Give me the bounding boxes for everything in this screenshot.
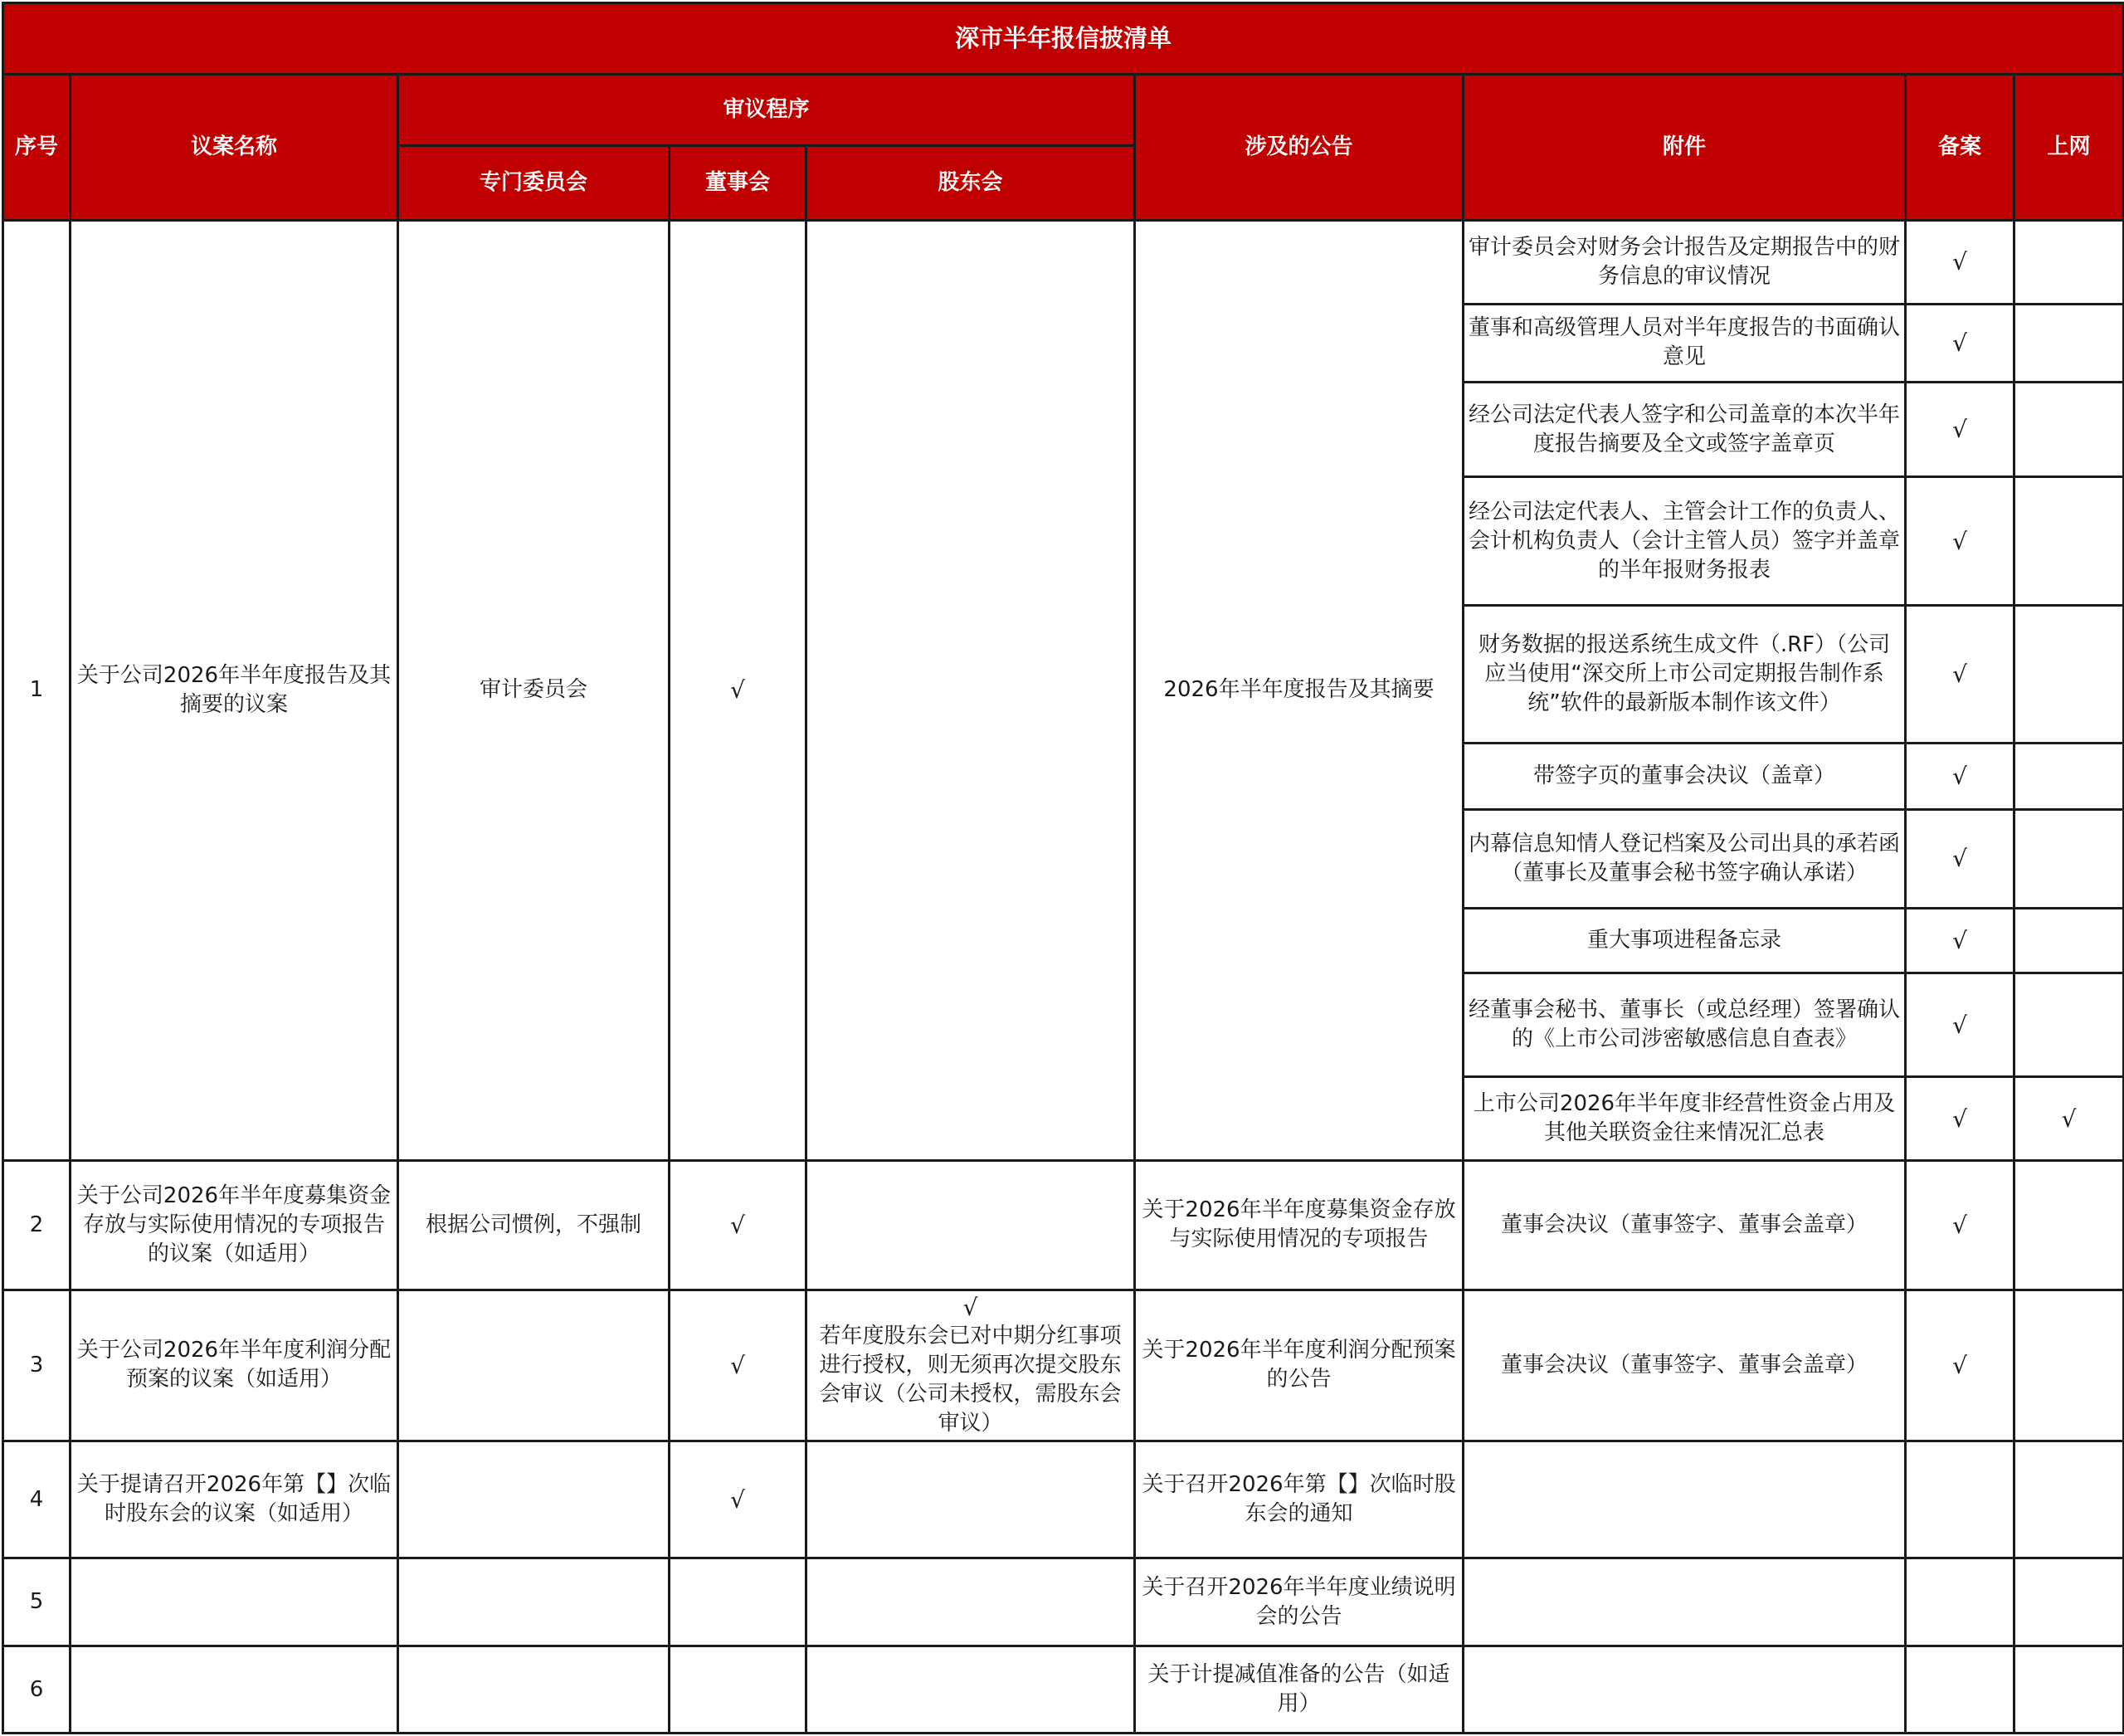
attachment-cell: 董事和高级管理人员对半年度报告的书面确认意见 <box>1464 304 1906 382</box>
filing-check: √ <box>1906 221 2014 304</box>
filing-check: √ <box>1906 908 2014 973</box>
online-check <box>2014 477 2124 606</box>
board-check: √ <box>670 221 806 1161</box>
shareholders-cell <box>806 1646 1135 1734</box>
committee-cell <box>398 1558 670 1646</box>
table-row <box>3 1558 2124 1646</box>
table-row <box>3 1441 2124 1558</box>
announcement-cell: 关于召开2026年第【】次临时股东会的通知 <box>1135 1441 1464 1558</box>
filing-check: √ <box>1906 1077 2014 1160</box>
row-number: 1 <box>3 221 71 1161</box>
attachment-cell <box>1464 1558 1906 1646</box>
header-no: 序号 <box>3 75 71 221</box>
filing-check: √ <box>1906 1290 2014 1441</box>
row-number: 2 <box>3 1160 71 1290</box>
online-check <box>2014 1558 2124 1646</box>
shareholders-note: 若年度股东会已对中期分红事项进行授权，则无须再次提交股东会审议（公司未授权，需股东会审议） <box>819 1323 1122 1436</box>
header-review: 审议程序 <box>398 75 1135 145</box>
header-board: 董事会 <box>670 145 806 220</box>
proposal-name <box>71 1646 398 1734</box>
announcement-cell: 关于2026年半年度募集资金存放与实际使用情况的专项报告 <box>1135 1160 1464 1290</box>
committee-cell <box>398 1646 670 1734</box>
filing-check: √ <box>1906 606 2014 744</box>
filing-check: √ <box>1906 477 2014 606</box>
table-row <box>3 1160 2124 1290</box>
shareholders-cell <box>806 1290 1135 1441</box>
attachment-cell: 审计委员会对财务会计报告及定期报告中的财务信息的审议情况 <box>1464 221 1906 304</box>
header-online: 上网 <box>2014 75 2124 221</box>
online-check <box>2014 382 2124 476</box>
board-check: √ <box>670 1441 806 1558</box>
announcement-cell: 2026年半年度报告及其摘要 <box>1135 221 1464 1161</box>
table-row <box>3 221 2124 304</box>
shareholders-cell <box>806 1160 1135 1290</box>
header-name: 议案名称 <box>71 75 398 221</box>
filing-check: √ <box>1906 304 2014 382</box>
online-check <box>2014 304 2124 382</box>
committee-cell <box>398 1441 670 1558</box>
shareholders-cell <box>806 221 1135 1161</box>
shareholders-cell <box>806 1441 1135 1558</box>
filing-check <box>1906 1558 2014 1646</box>
online-check <box>2014 908 2124 973</box>
committee-cell <box>398 1290 670 1441</box>
board-check <box>670 1558 806 1646</box>
attachment-cell: 经公司法定代表人签字和公司盖章的本次半年度报告摘要及全文或签字盖章页 <box>1464 382 1906 476</box>
proposal-name: 关于公司2026年半年度募集资金存放与实际使用情况的专项报告的议案（如适用） <box>71 1160 398 1290</box>
header-announcement: 涉及的公告 <box>1135 75 1464 221</box>
announcement-cell: 关于计提减值准备的公告（如适用） <box>1135 1646 1464 1734</box>
attachment-cell: 董事会决议（董事签字、董事会盖章） <box>1464 1290 1906 1441</box>
attachment-cell: 上市公司2026年半年度非经营性资金占用及其他关联资金往来情况汇总表 <box>1464 1077 1906 1160</box>
board-check: √ <box>670 1160 806 1290</box>
attachment-cell: 重大事项进程备忘录 <box>1464 908 1906 973</box>
disclosure-checklist-table <box>2 2 2124 1734</box>
board-check: √ <box>670 1290 806 1441</box>
filing-check: √ <box>1906 810 2014 909</box>
online-check <box>2014 1646 2124 1734</box>
filing-check: √ <box>1906 382 2014 476</box>
filing-check <box>1906 1441 2014 1558</box>
attachment-cell <box>1464 1646 1906 1734</box>
row-number: 3 <box>3 1290 71 1441</box>
attachment-cell: 内幕信息知情人登记档案及公司出具的承若函（董事长及董事会秘书签字确认承诺） <box>1464 810 1906 909</box>
attachment-cell: 财务数据的报送系统生成文件（.RF）（公司应当使用“深交所上市公司定期报告制作系统”软件的最新版本制作该文件） <box>1464 606 1906 744</box>
row-number: 6 <box>3 1646 71 1734</box>
filing-check: √ <box>1906 1160 2014 1290</box>
committee-cell: 根据公司惯例，不强制 <box>398 1160 670 1290</box>
shareholders-cell <box>806 1558 1135 1646</box>
online-check <box>2014 810 2124 909</box>
row-number: 5 <box>3 1558 71 1646</box>
header-filing: 备案 <box>1906 75 2014 221</box>
online-check <box>2014 1160 2124 1290</box>
proposal-name: 关于公司2026年半年度报告及其摘要的议案 <box>71 221 398 1161</box>
announcement-cell: 关于2026年半年度利润分配预案的公告 <box>1135 1290 1464 1441</box>
online-check <box>2014 743 2124 809</box>
attachment-cell: 带签字页的董事会决议（盖章） <box>1464 743 1906 809</box>
filing-check: √ <box>1906 973 2014 1077</box>
attachment-cell <box>1464 1441 1906 1558</box>
online-check <box>2014 973 2124 1077</box>
header-attachment: 附件 <box>1464 75 1906 221</box>
proposal-name: 关于提请召开2026年第【】次临时股东会的议案（如适用） <box>71 1441 398 1558</box>
attachment-cell: 经董事会秘书、董事长（或总经理）签署确认的《上市公司涉密敏感信息自查表》 <box>1464 973 1906 1077</box>
proposal-name: 关于公司2026年半年度利润分配预案的议案（如适用） <box>71 1290 398 1441</box>
header-committee: 专门委员会 <box>398 145 670 220</box>
table-row <box>3 1290 2124 1441</box>
announcement-cell: 关于召开2026年半年度业绩说明会的公告 <box>1135 1558 1464 1646</box>
row-number: 4 <box>3 1441 71 1558</box>
online-check <box>2014 1290 2124 1441</box>
table-title: 深市半年报信披清单 <box>3 3 2124 75</box>
shareholders-check: √ <box>962 1293 978 1321</box>
committee-cell: 审计委员会 <box>398 221 670 1161</box>
header-shareholders: 股东会 <box>806 145 1135 220</box>
filing-check <box>1906 1646 2014 1734</box>
proposal-name <box>71 1558 398 1646</box>
attachment-cell: 董事会决议（董事签字、董事会盖章） <box>1464 1160 1906 1290</box>
filing-check: √ <box>1906 743 2014 809</box>
table-row <box>3 1646 2124 1734</box>
online-check <box>2014 1441 2124 1558</box>
online-check <box>2014 606 2124 744</box>
online-check <box>2014 221 2124 304</box>
board-check <box>670 1646 806 1734</box>
attachment-cell: 经公司法定代表人、主管会计工作的负责人、会计机构负责人（会计主管人员）签字并盖章的半年报财务报表 <box>1464 477 1906 606</box>
online-check: √ <box>2014 1077 2124 1160</box>
